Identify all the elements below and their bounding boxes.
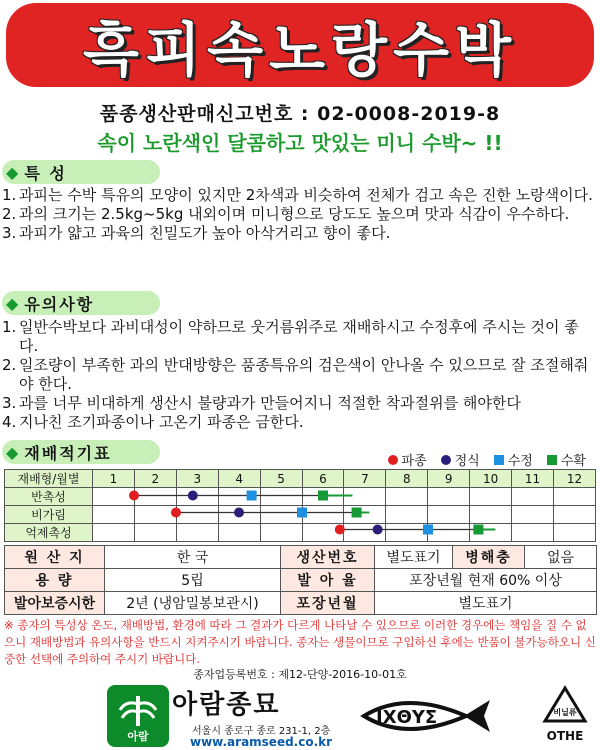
disease-label: 병해충	[453, 546, 525, 569]
company-website[interactable]: www.aramseed.co.kr	[190, 735, 333, 749]
item-text: 지나친 조기파종이나 고온기 파종은 금한다.	[19, 413, 304, 431]
schedule-row	[5, 524, 596, 542]
tree-logo-icon	[116, 692, 160, 728]
company-name: 아람종묘	[172, 690, 281, 720]
item-number: 3.	[2, 394, 17, 412]
germ-label: 발 아 율	[281, 569, 375, 592]
pack-value: 별도표기	[375, 592, 597, 615]
month-cell: 7	[344, 470, 386, 488]
item-text: 과피가 얇고 과육의 친밀도가 높아 아삭거리고 향이 좋다.	[19, 224, 391, 242]
month-cell: 3	[176, 470, 218, 488]
list-item	[2, 186, 598, 205]
item-number: 1.	[2, 186, 17, 204]
prod-no-value: 별도표기	[375, 546, 453, 569]
qty-label: 용 량	[5, 569, 105, 592]
schedule-table	[4, 469, 596, 542]
product-title: 흑피속노랑수박	[82, 16, 518, 84]
planting-marker-icon	[441, 455, 451, 465]
seed-registration: 종자업등록번호 : 제12-단양-2016-10-01호	[193, 668, 407, 681]
cautions-heading-label: 유의사항	[24, 294, 95, 314]
germ-value: 포장년월 현재 60% 이상	[375, 569, 597, 592]
list-item	[2, 205, 598, 224]
diamond-icon: ◆	[6, 162, 19, 182]
diamond-icon: ◆	[6, 442, 19, 462]
item-number: 1.	[2, 318, 17, 336]
month-cell: 4	[218, 470, 260, 488]
legend-item	[441, 450, 480, 469]
pollination-marker-icon	[494, 455, 504, 465]
info-row	[5, 546, 597, 569]
legend-item	[388, 450, 427, 469]
company-address: 서울시 종로구 종로 231-1, 2층	[192, 726, 331, 737]
schedule-row-label: 비가림	[5, 506, 93, 524]
registration-number: 품종생산판매신고번호 : 02-0008-2019-8	[99, 103, 501, 125]
list-item	[2, 413, 598, 432]
month-cell: 5	[260, 470, 302, 488]
item-number: 3.	[2, 224, 17, 242]
month-cell: 12	[553, 470, 595, 488]
origin-label: 원 산 지	[5, 546, 105, 569]
legend-label: 수확	[560, 454, 586, 469]
schedule-row	[5, 488, 596, 506]
schedule-row-label: 억제촉성	[5, 524, 93, 542]
month-cell: 1	[93, 470, 135, 488]
fish-text: IXΘYΣ	[376, 707, 438, 728]
schedule-legend	[374, 450, 587, 469]
item-text: 과의 크기는 2.5kg~5kg 내외이며 미니형으로 당도도 높으며 맛과 식감이 우수하다.	[19, 205, 570, 223]
schedule-header-row	[5, 470, 596, 488]
info-row	[5, 569, 597, 592]
month-cell: 11	[512, 470, 554, 488]
month-cell: 9	[428, 470, 470, 488]
item-text: 일조량이 부족한 과의 반대방향은 품종특유의 검은색이 안나올 수 있으므로 잘 조절해줘야 한다.	[19, 356, 589, 393]
sowing-marker-icon	[388, 455, 398, 465]
month-cell: 10	[470, 470, 512, 488]
product-info-table	[4, 545, 597, 615]
disease-value: 없음	[525, 546, 597, 569]
tagline: 속이 노란색인 달콤하고 맛있는 미니 수박~ !!	[97, 131, 503, 155]
schedule-heading-label: 재배적기표	[24, 443, 112, 463]
features-heading-label: 특 성	[24, 163, 67, 183]
recycle-icon	[541, 685, 589, 725]
schedule-heading	[2, 440, 160, 464]
schedule-row	[5, 506, 596, 524]
item-text: 일반수박보다 과비대성이 약하므로 웃거름위주로 재배하시고 수정후에 주시는 것이 좋다.	[19, 318, 579, 355]
item-number: 4.	[2, 413, 17, 431]
legend-label: 정식	[454, 454, 480, 469]
company-logo	[107, 685, 169, 747]
month-cell: 6	[302, 470, 344, 488]
origin-value: 한 국	[105, 546, 281, 569]
legend-label: 수정	[507, 454, 533, 469]
features-list	[2, 186, 598, 243]
item-text: 과피는 수박 특유의 모양이 있지만 2차색과 비슷하여 전체가 검고 속은 진한 노랑색이다.	[19, 186, 593, 204]
legend-item	[547, 450, 586, 469]
cautions-list	[2, 318, 598, 432]
info-row	[5, 592, 597, 615]
month-cell: 8	[386, 470, 428, 488]
features-heading	[2, 160, 160, 184]
recycle-mark	[537, 685, 593, 747]
list-item	[2, 356, 598, 394]
diamond-icon: ◆	[6, 293, 19, 313]
cautions-heading	[2, 291, 160, 315]
logo-label: 아람	[127, 730, 149, 743]
guarantee-label: 발아보증시한	[5, 592, 105, 615]
prod-no-label: 생산번호	[281, 546, 375, 569]
item-number: 2.	[2, 205, 17, 223]
fish-icon	[356, 694, 496, 738]
schedule-header-label: 재배형/월별	[5, 470, 93, 488]
recycle-label: 비닐류	[553, 708, 577, 717]
guarantee-value: 2년 (냉암밀봉보관시)	[105, 592, 281, 615]
list-item	[2, 318, 598, 356]
qty-value: 5립	[105, 569, 281, 592]
recycle-code: OTHE	[546, 729, 584, 743]
item-number: 2.	[2, 356, 17, 374]
item-text: 과를 너무 비대하게 생산시 불량과가 만들어지니 적절한 착과절위를 해야한다	[19, 394, 521, 412]
schedule-row-label: 반촉성	[5, 488, 93, 506]
legend-item	[494, 450, 533, 469]
notice-text: ※ 종자의 특성상 온도, 재배방법, 환경에 따라 그 결과가 다르게 나타날 수 있으므로 이러한 경우에는 책임을 질 수 없으니 재배방법과 유의사항을 반드시 지켜주시기 바랍니다. 종자는 생물이므로 구입하신 후에는 반품이 불가능하오니 신중한 선택에 주의하여 주시기 바랍니다.	[4, 618, 596, 666]
month-cell: 2	[134, 470, 176, 488]
harvest-marker-icon	[547, 455, 557, 465]
list-item	[2, 224, 598, 243]
title-banner	[6, 3, 594, 87]
legend-label: 파종	[401, 454, 427, 469]
list-item	[2, 394, 598, 413]
pack-label: 포장년월	[281, 592, 375, 615]
